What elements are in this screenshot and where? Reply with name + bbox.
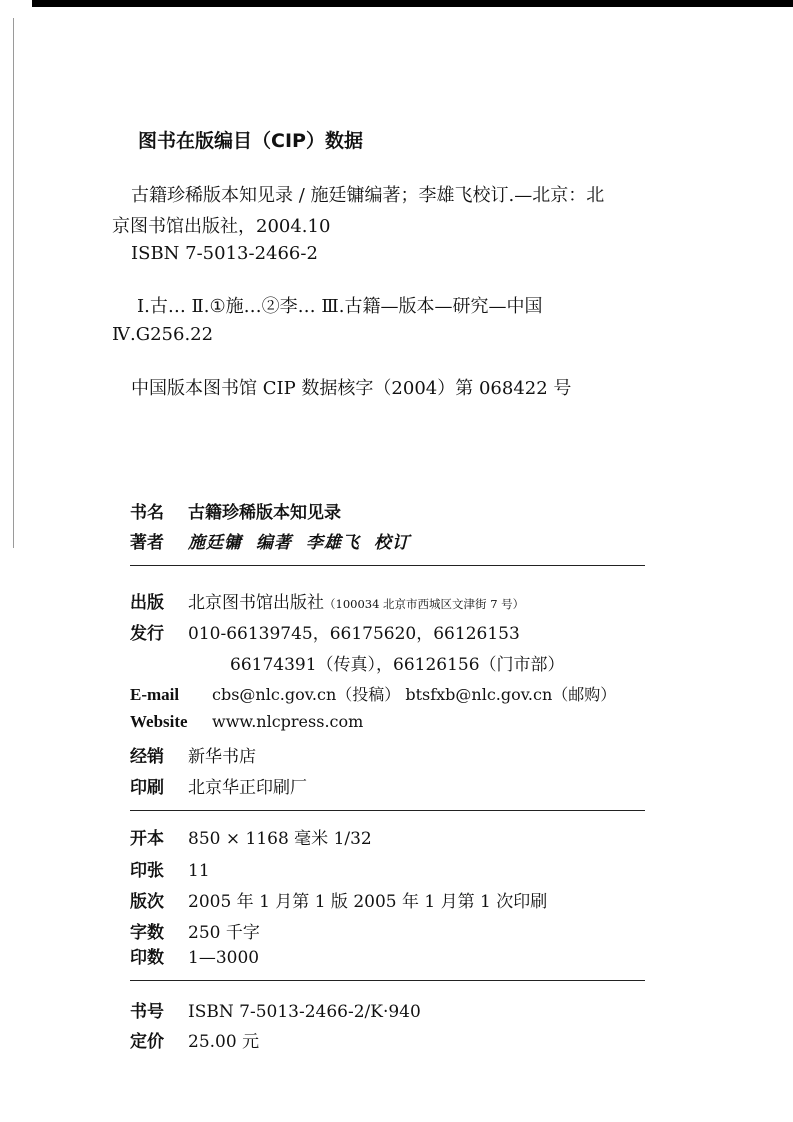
- sheets-value: 11: [188, 861, 210, 881]
- book-number-row: [130, 997, 421, 1022]
- publisher-label: 出版: [130, 593, 164, 613]
- cip-title: 图书在版编目（CIP）数据: [138, 130, 363, 152]
- distribution-row: [130, 619, 520, 644]
- email-label: E-mail: [130, 685, 180, 704]
- price-label: 定价: [130, 1032, 164, 1052]
- publisher-value: 北京图书馆出版社: [188, 593, 324, 613]
- format-row: [130, 824, 372, 849]
- website-value: www.nlcpress.com: [212, 712, 364, 731]
- left-margin-line: [13, 18, 14, 548]
- email-row: [130, 682, 616, 705]
- cip-entry-line-1: 古籍珍稀版本知见录 / 施廷镛编著；李雄飞校订.—北京：北: [131, 185, 605, 206]
- divider-3: [130, 980, 645, 981]
- format-value: 850 × 1168 毫米 1/32: [188, 829, 372, 849]
- print-run-label: 印数: [130, 948, 164, 968]
- email-value: cbs@nlc.gov.cn（投稿） btsfxb@nlc.gov.cn（邮购）: [212, 685, 617, 704]
- seller-row: [130, 742, 256, 767]
- divider-2: [130, 810, 645, 811]
- book-title-value: 古籍珍稀版本知见录: [188, 503, 341, 523]
- reviser-name: 李雄飞: [306, 533, 360, 553]
- author-row: [130, 528, 410, 553]
- seller-value: 新华书店: [188, 747, 256, 767]
- word-count-value: 250 千字: [188, 923, 260, 943]
- price-row: [130, 1027, 259, 1052]
- printer-value: 北京华正印刷厂: [188, 778, 307, 798]
- website-label: Website: [130, 712, 188, 731]
- distribution-label: 发行: [130, 624, 164, 644]
- edition-row: [130, 887, 547, 912]
- top-border-bar: [32, 0, 793, 7]
- print-run-row: [130, 943, 259, 968]
- author-label: 著者: [130, 533, 164, 553]
- publisher-row: [130, 588, 524, 613]
- distribution-phones: 010-66139745，66175620，66126153: [188, 624, 520, 644]
- sheets-row: [130, 856, 210, 881]
- cip-subjects-line-1: Ⅰ.古… Ⅱ.①施…②李… Ⅲ.古籍—版本—研究—中国: [137, 296, 543, 317]
- price-value: 25.00 元: [188, 1032, 260, 1052]
- cip-record-number: 中国版本图书馆 CIP 数据核字（2004）第 068422 号: [131, 378, 572, 399]
- author-role: 编著: [256, 533, 292, 553]
- printer-row: [130, 773, 307, 798]
- cip-isbn: ISBN 7-5013-2466-2: [131, 243, 318, 264]
- book-title-label: 书名: [130, 503, 164, 523]
- cip-subjects-line-2: Ⅳ.G256.22: [112, 324, 214, 345]
- publisher-address: （100034 北京市西城区文津街 7 号）: [324, 597, 525, 611]
- word-count-label: 字数: [130, 923, 164, 943]
- format-label: 开本: [130, 829, 164, 849]
- book-number-label: 书号: [130, 1002, 164, 1022]
- sheets-label: 印张: [130, 861, 164, 881]
- divider-1: [130, 565, 645, 566]
- distribution-phones-line-2: 66174391（传真），66126156（门市部）: [230, 655, 565, 675]
- print-run-value: 1—3000: [188, 948, 260, 968]
- book-number-value: ISBN 7-5013-2466-2/K·940: [188, 1002, 421, 1022]
- book-title-row: [130, 498, 341, 523]
- printer-label: 印刷: [130, 778, 164, 798]
- author-name: 施廷镛: [188, 533, 242, 553]
- word-count-row: [130, 918, 260, 943]
- edition-value: 2005 年 1 月第 1 版 2005 年 1 月第 1 次印刷: [188, 892, 548, 912]
- reviser-role: 校订: [374, 533, 410, 553]
- seller-label: 经销: [130, 747, 164, 767]
- edition-label: 版次: [130, 892, 164, 912]
- website-row: [130, 712, 363, 732]
- cip-entry-line-2: 京图书馆出版社，2004.10: [112, 216, 331, 237]
